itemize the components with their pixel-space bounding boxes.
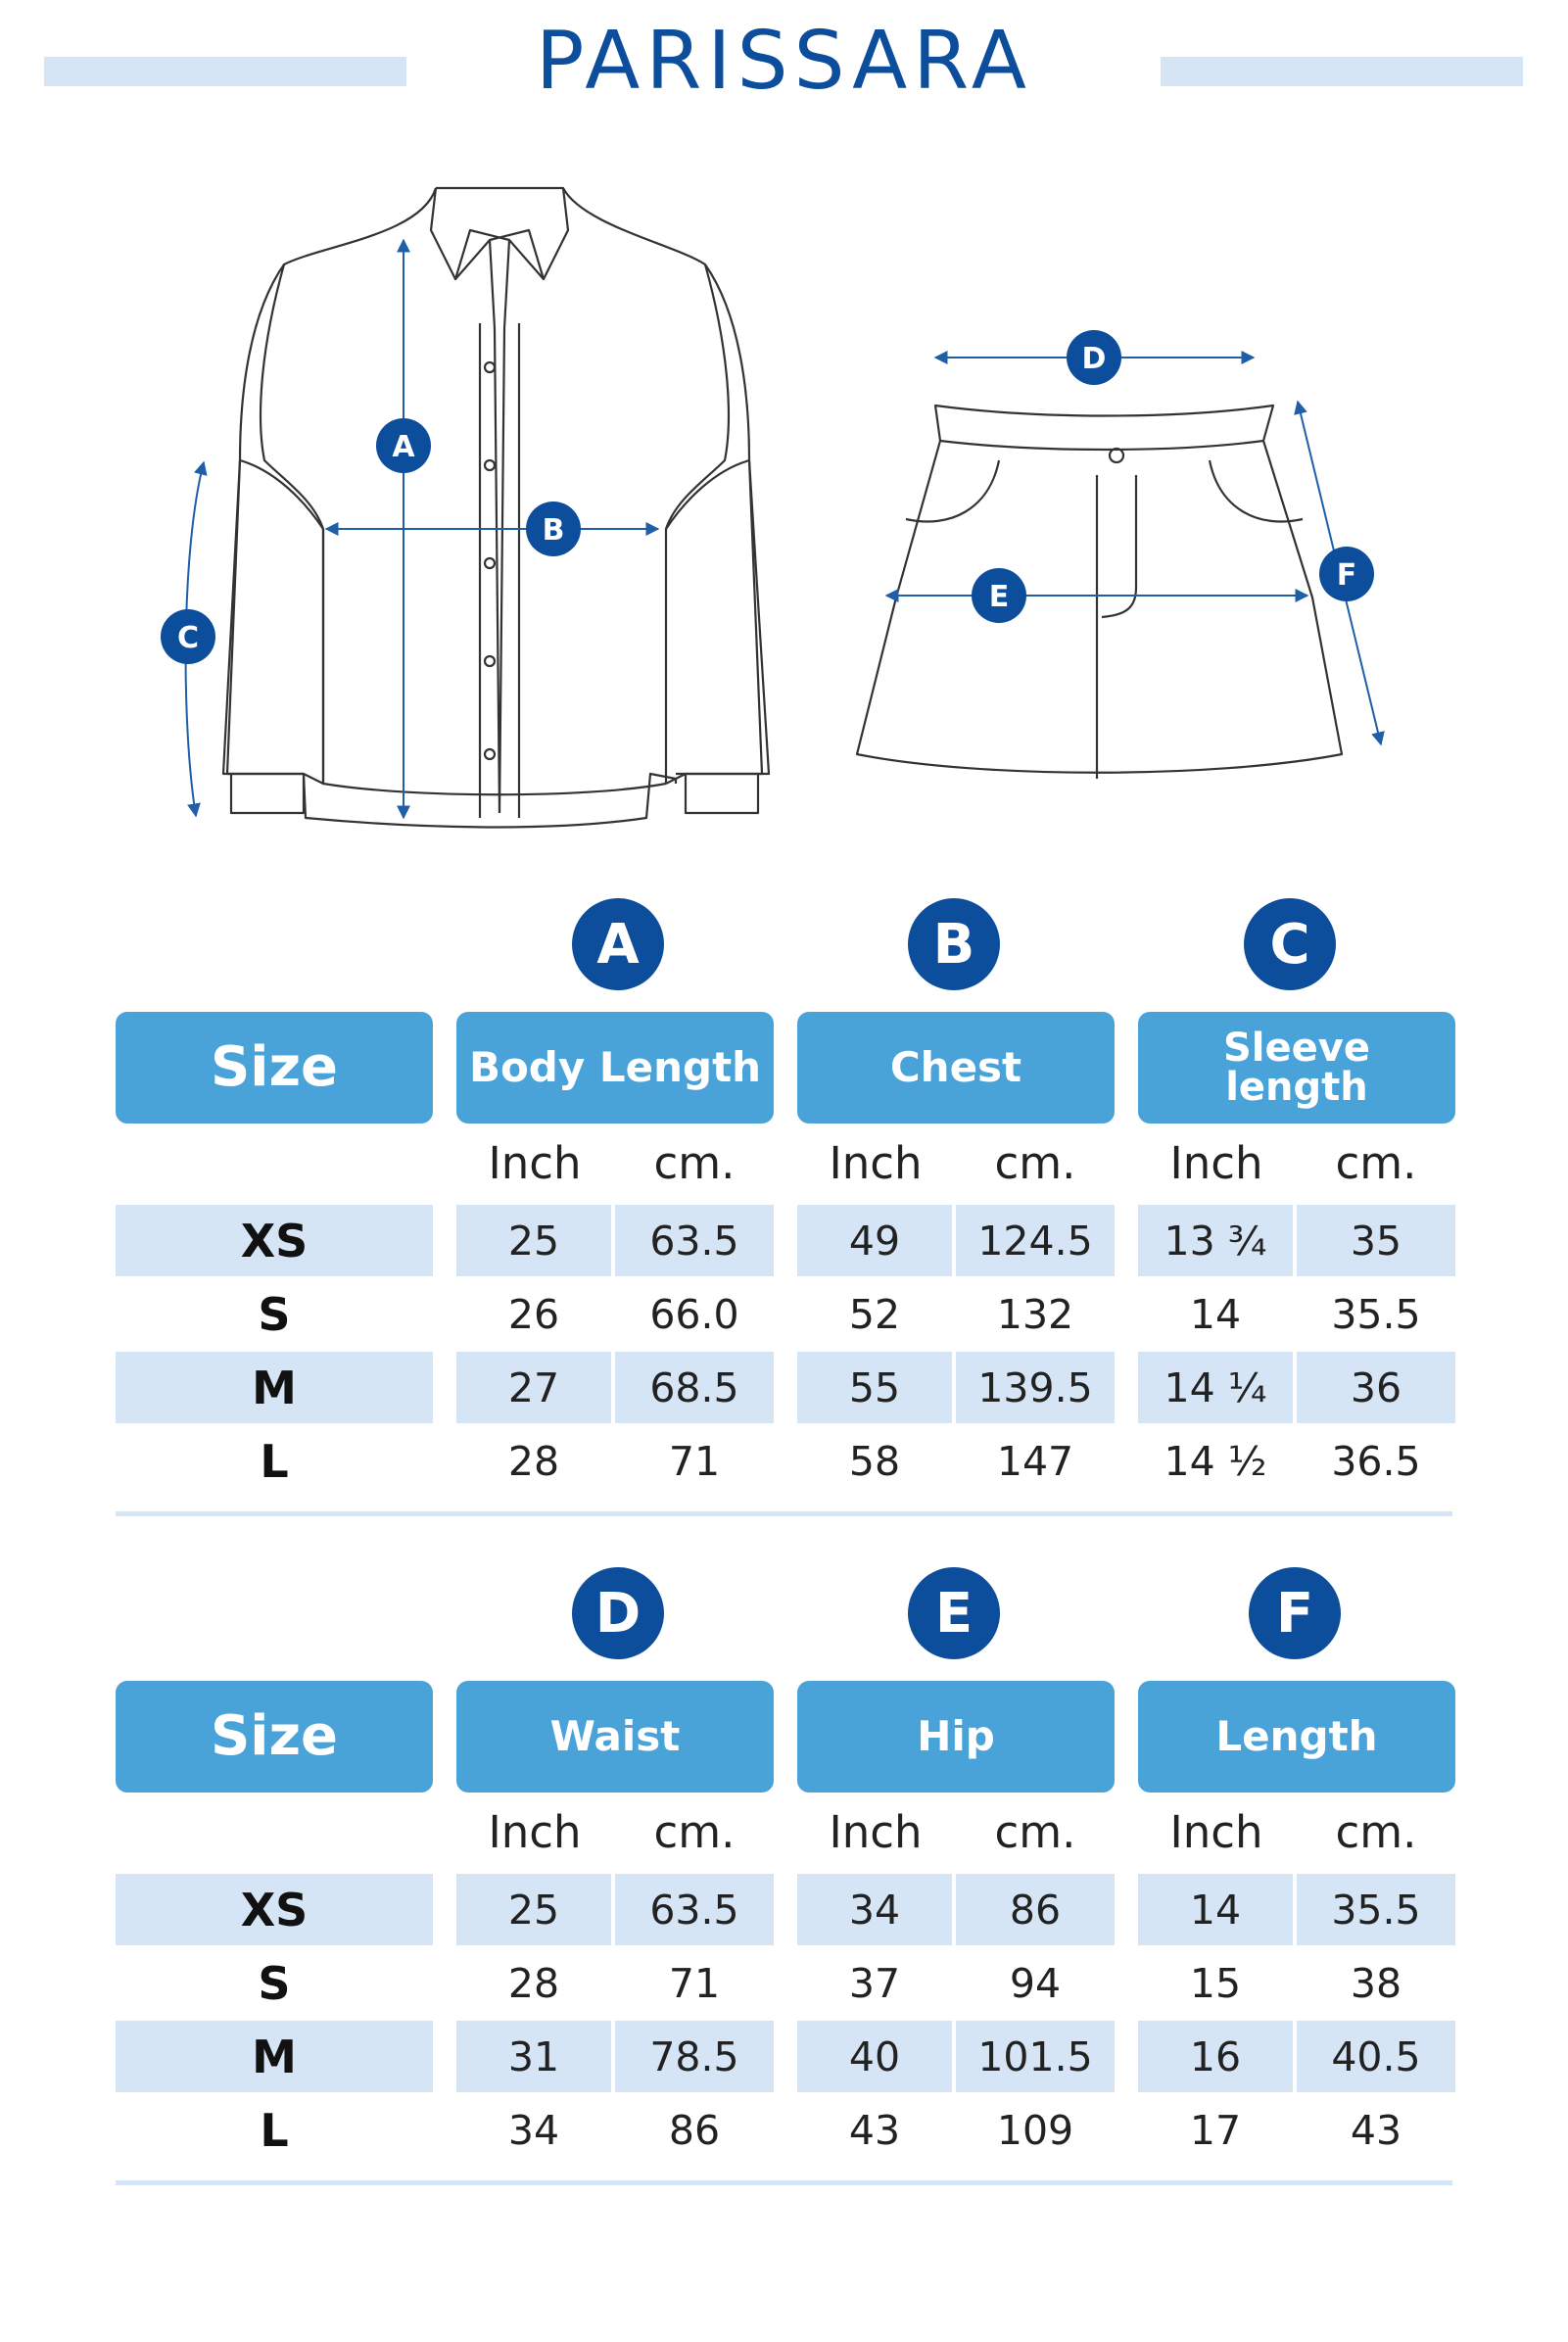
table-cell: 49 [848, 1217, 901, 1265]
table-cell: 28 [507, 1437, 560, 1485]
svg-text:B: B [542, 513, 565, 548]
size-label-s: S [258, 1287, 291, 1341]
table-cell: 52 [848, 1290, 901, 1338]
table-cell: 40 [848, 2032, 901, 2080]
table-cell: 71 [668, 1959, 721, 2007]
table-cell: 28 [507, 1959, 560, 2007]
column-badge-e: E [908, 1567, 1000, 1659]
body-length-header: Body Length [456, 1012, 774, 1123]
diagram-marker-e [972, 568, 1026, 623]
skirt-outline [857, 406, 1342, 773]
unit-inch: Inch [829, 1805, 923, 1858]
unit-cm: cm. [1335, 1805, 1417, 1858]
table-cell: 13 ¾ [1164, 1217, 1267, 1265]
brand-title: PARISSARA [536, 15, 1032, 108]
svg-text:D: D [1081, 342, 1107, 376]
size-label-l: L [260, 2103, 289, 2157]
table-cell: 35.5 [1331, 1290, 1421, 1338]
hip-header: Hip [797, 1681, 1115, 1792]
table-cell: 139.5 [977, 1363, 1093, 1411]
table-cell: 78.5 [649, 2032, 739, 2080]
unit-inch: Inch [1169, 1136, 1263, 1189]
size-header: Size [116, 1012, 433, 1123]
table-cell: 38 [1350, 1959, 1402, 2007]
table-cell: 40.5 [1331, 2032, 1421, 2080]
column-badge-d: D [572, 1567, 664, 1659]
length-header: Length [1138, 1681, 1455, 1792]
table-cell: 94 [1009, 1959, 1062, 2007]
table-cell: 124.5 [977, 1217, 1093, 1265]
table-cell: 66.0 [649, 1290, 739, 1338]
diagram-marker-c [161, 609, 215, 664]
table-cell: 86 [1009, 1886, 1062, 1934]
divider [116, 2180, 1452, 2185]
unit-cm: cm. [1335, 1136, 1417, 1189]
table-cell: 86 [668, 2106, 721, 2154]
sleeve-length-header-line2: length [1225, 1065, 1368, 1110]
table-cell: 16 [1189, 2032, 1242, 2080]
svg-text:E: E [988, 580, 1010, 614]
sleeve-length-header [1138, 1012, 1455, 1123]
table-cell: 132 [996, 1290, 1074, 1338]
diagram-marker-b [526, 502, 581, 556]
table-cell: 15 [1189, 1959, 1242, 2007]
table-cell: 35 [1350, 1217, 1402, 1265]
table-cell: 34 [848, 1886, 901, 1934]
size-label-m: M [252, 2030, 297, 2083]
table-cell: 43 [848, 2106, 901, 2154]
size-header: Size [116, 1681, 433, 1792]
unit-inch: Inch [1169, 1805, 1263, 1858]
table-cell: 63.5 [649, 1217, 739, 1265]
waist-header: Waist [456, 1681, 774, 1792]
table-cell: 37 [848, 1959, 901, 2007]
unit-inch: Inch [829, 1136, 923, 1189]
diagram-marker-a [376, 418, 431, 473]
table-cell: 36 [1350, 1363, 1402, 1411]
table-cell: 63.5 [649, 1886, 739, 1934]
table-cell: 35.5 [1331, 1886, 1421, 1934]
size-label-m: M [252, 1361, 297, 1414]
svg-text:A: A [392, 430, 415, 464]
unit-cm: cm. [994, 1136, 1076, 1189]
divider [116, 1511, 1452, 1516]
table-cell: 34 [507, 2106, 560, 2154]
table-cell: 26 [507, 1290, 560, 1338]
table-cell: 14 [1189, 1886, 1242, 1934]
unit-cm: cm. [653, 1136, 736, 1189]
table-cell: 109 [996, 2106, 1074, 2154]
table-cell: 14 [1189, 1290, 1242, 1338]
unit-inch: Inch [488, 1805, 582, 1858]
svg-text:C: C [176, 621, 200, 655]
unit-inch: Inch [488, 1136, 582, 1189]
table-cell: 14 ¼ [1164, 1363, 1267, 1411]
table-cell: 101.5 [977, 2032, 1093, 2080]
column-badge-f: F [1249, 1567, 1341, 1659]
column-badge-a: A [572, 898, 664, 990]
size-table-bottom [0, 1567, 1568, 2194]
garment-diagram [0, 0, 1568, 852]
unit-cm: cm. [994, 1805, 1076, 1858]
table-cell: 71 [668, 1437, 721, 1485]
table-cell: 147 [996, 1437, 1074, 1485]
table-cell: 27 [507, 1363, 560, 1411]
size-label-s: S [258, 1956, 291, 2010]
chest-header: Chest [797, 1012, 1115, 1123]
sleeve-length-header-line1: Sleeve [1223, 1026, 1370, 1071]
table-cell: 25 [507, 1217, 560, 1265]
table-cell: 31 [507, 2032, 560, 2080]
table-cell: 55 [848, 1363, 901, 1411]
table-cell: 14 ½ [1164, 1437, 1267, 1485]
table-cell: 36.5 [1331, 1437, 1421, 1485]
column-badge-c: C [1244, 898, 1336, 990]
size-table-top [0, 898, 1568, 1525]
column-badge-b: B [908, 898, 1000, 990]
size-label-xs: XS [240, 1883, 309, 1936]
unit-cm: cm. [653, 1805, 736, 1858]
table-cell: 17 [1189, 2106, 1242, 2154]
size-label-l: L [260, 1434, 289, 1488]
table-cell: 68.5 [649, 1363, 739, 1411]
diagram-marker-f [1319, 547, 1374, 601]
shirt-outline [223, 188, 676, 827]
table-cell: 25 [507, 1886, 560, 1934]
diagram-marker-d [1067, 330, 1121, 385]
size-label-xs: XS [240, 1214, 309, 1267]
svg-text:F: F [1336, 558, 1357, 593]
table-cell: 43 [1350, 2106, 1402, 2154]
table-cell: 58 [848, 1437, 901, 1485]
